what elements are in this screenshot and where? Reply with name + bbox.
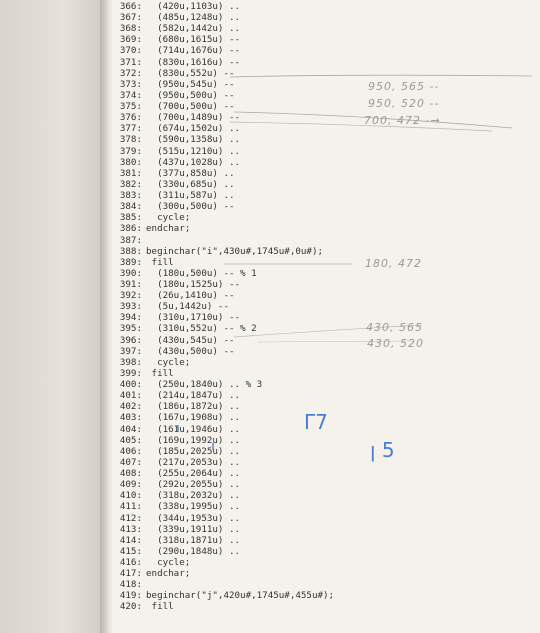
line-number: 416: (119, 557, 142, 568)
code-text: (700u,500u) -- (146, 101, 235, 113)
line-number: 398: (119, 356, 142, 368)
line-number: 405: (119, 434, 142, 446)
code-text: cycle; (146, 557, 191, 568)
blue-pen-mark: Γ7 (304, 410, 328, 434)
line-number: 393: (119, 301, 142, 313)
line-number: 375: (119, 101, 142, 113)
line-number: 368: (119, 23, 142, 35)
line-number: 366: (119, 1, 142, 12)
code-text: (700u,1489u) -- (146, 112, 241, 124)
code-text: (318u,2032u) .. (146, 490, 241, 502)
code-text: (292u,2055u) .. (146, 479, 241, 491)
code-text: (161u,1946u) .. (146, 423, 241, 435)
line-number: 414: (119, 534, 142, 546)
line-number: 417: (119, 568, 142, 580)
code-text: (214u,1847u) .. (146, 390, 241, 402)
line-number: 411: (119, 501, 142, 513)
code-text: beginchar("j",420u#,1745u#,455u#); (146, 590, 335, 602)
code-text: (300u,500u) -- (146, 201, 235, 213)
code-text: (310u,1710u) -- (146, 312, 241, 324)
code-text: cycle; (146, 356, 191, 368)
line-number: 386: (119, 223, 142, 235)
code-text: (950u,545u) -- (146, 78, 235, 90)
code-text: (437u,1028u) .. (146, 156, 241, 168)
line-number: 388: (119, 245, 142, 257)
code-text: (180u,1525u) -- (146, 279, 241, 290)
line-number: 408: (119, 468, 142, 480)
code-text: (318u,1871u) .. (146, 534, 241, 546)
pencil-note: 180, 472 (365, 257, 422, 270)
line-number: 370: (119, 45, 142, 57)
line-number: 379: (119, 145, 142, 157)
line-number: 415: (119, 545, 142, 557)
code-text: (674u,1502u) .. (146, 123, 241, 135)
line-number: 404: (119, 423, 142, 435)
code-text: (217u,2053u) .. (146, 456, 241, 468)
line-number: 382: (119, 178, 142, 190)
code-text: (186u,1872u) .. (146, 401, 241, 413)
line-number: 406: (119, 445, 142, 457)
code-text: (344u,1953u) .. (146, 512, 241, 524)
code-text: endchar; (146, 223, 191, 235)
code-text: (250u,1840u) .. % 3 (146, 379, 263, 391)
line-number: 399: (119, 367, 142, 379)
line-number: 369: (119, 34, 142, 46)
code-text: beginchar("i",430u#,1745u#,0u#); (146, 245, 324, 257)
line-number: 385: (119, 212, 142, 224)
line-number: 394: (119, 312, 142, 324)
code-text: (515u,1210u) .. (146, 145, 241, 157)
code-text: (714u,1676u) -- (146, 45, 241, 57)
code-text: (485u,1248u) .. (146, 12, 241, 24)
pencil-note: 700, 472 -→ (364, 114, 441, 127)
pencil-note: 430, 565 (366, 321, 423, 334)
line-number: 392: (119, 290, 142, 302)
pencil-note: 950, 565 -- (368, 80, 440, 93)
line-number: 381: (119, 167, 142, 179)
line-number: 403: (119, 412, 142, 424)
code-text: (255u,2064u) .. (146, 468, 241, 480)
code-listing-page (112, 0, 540, 633)
line-number: 376: (119, 112, 142, 124)
code-text: (290u,1848u) .. (146, 545, 241, 557)
line-number: 419: (119, 590, 142, 602)
code-text: (26u,1410u) -- (146, 290, 235, 302)
line-number: 391: (119, 279, 142, 290)
pencil-note: 430, 520 (367, 337, 424, 350)
line-number: 377: (119, 123, 142, 135)
code-text: (377u,858u) .. (146, 167, 235, 179)
code-text: (680u,1615u) -- (146, 34, 241, 46)
code-text: (338u,1995u) .. (146, 501, 241, 513)
line-number: 412: (119, 512, 142, 524)
line-number: 389: (119, 256, 142, 268)
code-text: (167u,1908u) .. (146, 412, 241, 424)
code-text: fill (146, 601, 174, 613)
pencil-line (230, 75, 532, 77)
line-number: 402: (119, 401, 142, 413)
code-text: (430u,500u) -- (146, 345, 235, 357)
code-text: (169u,1992u) .. (146, 434, 241, 446)
line-number: 374: (119, 89, 142, 101)
line-number: 400: (119, 379, 142, 391)
code-text: (330u,685u) .. (146, 178, 235, 190)
line-number: 420: (119, 601, 142, 613)
code-text: (830u,552u) -- (146, 67, 235, 79)
line-number: 397: (119, 345, 142, 357)
left-page-bleedthrough (0, 0, 108, 633)
line-number: 387: (119, 234, 142, 246)
blue-pen-mark: ꞁ 5 (370, 438, 395, 462)
line-number: 401: (119, 390, 142, 402)
line-number: 418: (119, 579, 142, 591)
line-number: 367: (119, 12, 142, 24)
line-number: 373: (119, 78, 142, 90)
pencil-strokes (112, 0, 540, 633)
code-text: (185u,2025u) .. (146, 445, 241, 457)
line-number: 395: (119, 323, 142, 335)
pencil-note: 950, 520 -- (368, 97, 440, 110)
line-number: 372: (119, 67, 142, 79)
code-text: (830u,1616u) -- (146, 56, 241, 68)
code-text: cycle; (146, 212, 191, 224)
line-number: 378: (119, 134, 142, 146)
line-number: 410: (119, 490, 142, 502)
code-text: fill (146, 256, 174, 268)
code-text: (5u,1442u) -- (146, 301, 229, 313)
line-number: 384: (119, 201, 142, 213)
code-text: (180u,500u) -- % 1 (146, 267, 257, 279)
code-text: (590u,1358u) .. (146, 134, 241, 146)
line-number: 407: (119, 456, 142, 468)
code-text: (582u,1442u) .. (146, 23, 241, 35)
line-number: 383: (119, 190, 142, 202)
code-text: endchar; (146, 568, 191, 580)
line-number: 380: (119, 156, 142, 168)
code-text: (310u,552u) -- % 2 (146, 323, 257, 335)
code-text: (339u,1911u) .. (146, 523, 241, 535)
line-number: 409: (119, 479, 142, 491)
code-text: (430u,545u) -- (146, 334, 235, 346)
line-number: 396: (119, 334, 142, 346)
code-text: (420u,1103u) .. (146, 1, 241, 12)
code-text: (950u,500u) -- (146, 89, 235, 101)
code-text: (311u,587u) .. (146, 190, 235, 202)
line-number: 390: (119, 267, 142, 279)
line-number: 413: (119, 523, 142, 535)
line-number: 371: (119, 56, 142, 68)
code-text: fill (146, 367, 174, 379)
